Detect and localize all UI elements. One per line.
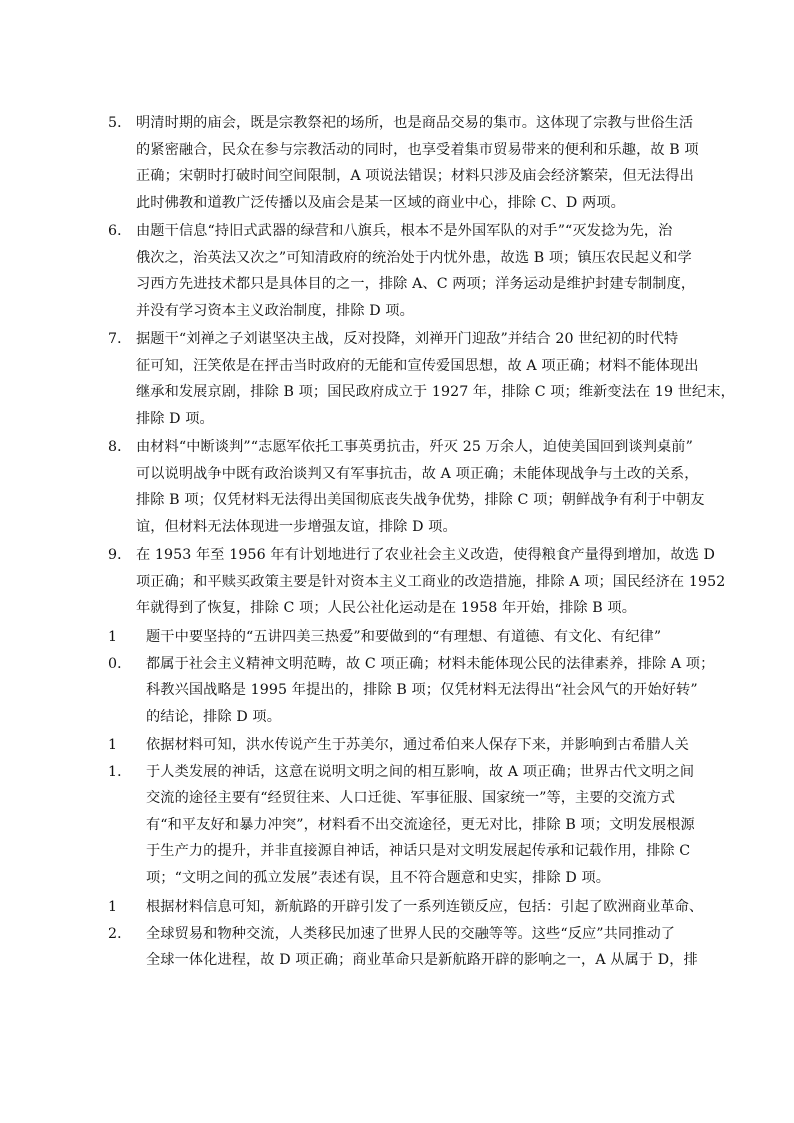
text-line: 排除 D 项。 [136, 410, 214, 427]
text-line: 排除 B 项；仅凭材料无法得出美国彻底丧失战争优势，排除 C 项；朝鲜战争有利于中朝友 [136, 492, 705, 508]
text-line: 于生产力的提升，并非直接源自神话，神话只是对文明发展起传承和记载作用，排除 C [146, 843, 691, 859]
answer-item-10 [108, 624, 715, 730]
answer-item-6 [108, 218, 696, 324]
text-line: 征可知，汪笑侬是在抨击当时政府的无能和宣传爱国思想，故 A 项正确；材料不能体现出 [136, 357, 699, 374]
answer-item-7 [108, 326, 735, 432]
text-line: 谊，但材料无法体现进一步增强友谊，排除 D 项。 [136, 518, 457, 535]
answer-item-5 [108, 110, 699, 216]
text-line: 交流的途径主要有“经贸往来、人口迁徙、军事征服、国家统一”等，主要的交流方式 [146, 790, 676, 806]
text-line: 根据材料信息可知，新航路的开辟引发了一系列连锁反应，包括：引起了欧洲商业革命、 [146, 899, 704, 915]
text-line: 继承和发展京剧，排除 B 项；国民政府成立于 1927 年，排除 C 项；维新变法在 19 世纪末， [136, 384, 735, 400]
answer-item-8 [108, 434, 705, 540]
text-line: 全球一体化进程，故 D 项正确；商业革命只是新航路开辟的影响之一，A 从属于 D，排 [146, 952, 698, 968]
text-line: 此时佛教和道教广泛传播以及庙会是某一区域的商业中心，排除 C、D 两项。 [136, 194, 625, 211]
text-line: 有“和平友好和暴力冲突”，材料看不出交流途径，更无对比，排除 B 项；文明发展根源 [146, 816, 695, 833]
text-line: 项；“文明之间的孤立发展”表述有误，且不符合题意和史实，排除 D 项。 [146, 869, 611, 886]
text-line: 科教兴国战略是 1995 年提出的，排除 B 项；仅凭材料无法得出“社会风气的开始好转” [146, 682, 698, 698]
text-line: 在 1953 年至 1956 年有计划地进行了农业社会主义改造，使得粮食产量得到增加，故选 D [136, 547, 716, 563]
text-line: 依据材料可知，洪水传说产生于苏美尔，通过希伯来人保存下来，并影响到古希腊人关 [146, 737, 689, 753]
text-line: 据题干“刘禅之子刘谌坚决主战，反对投降，刘禅开门迎敌”并结合 20 世纪初的时代特 [136, 331, 679, 347]
text-line: 明清时期的庙会，既是宗教祭祀的场所，也是商品交易的集市。这体现了宗教与世俗生活 [136, 115, 694, 131]
text-line: 全球贸易和物种交流，人类移民加速了世界人民的交融等等。这些“反应”共同推动了 [146, 925, 676, 942]
text-line: 于人类发展的神话，这意在说明文明之间的相互影响，故 A 项正确；世界古代文明之间 [146, 763, 695, 780]
answer-item-11 [108, 732, 695, 891]
text-line: 可以说明战争中既有政治谈判又有军事抗击，故 A 项正确；未能体现战争与土改的关系， [136, 465, 699, 482]
item-number: 6． [108, 223, 132, 239]
text-line: 由题干信息“持旧式武器的绿营和八旗兵，根本不是外国军队的对手”“灭发捻为先，治 [136, 223, 673, 239]
answer-item-12 [108, 894, 704, 974]
item-number: 5． [108, 115, 132, 131]
text-line: 都属于社会主义精神文明范畴，故 C 项正确；材料未能体现公民的法律素养，排除 A 项； [146, 655, 715, 672]
text-line: 习西方先进技术都只是具体目的之一，排除 A、C 两项；洋务运动是维护封建专制制度， [136, 276, 696, 292]
text-line: 的结论，排除 D 项。 [146, 708, 281, 725]
text-line: 题干中要坚持的“五讲四美三热爱”和要做到的“有理想、有道德、有文化、有纪律” [146, 629, 662, 645]
item-number: 9． [108, 547, 132, 563]
text-line: 的紧密融合，民众在参与宗教活动的同时，也享受着集市贸易带来的便利和乐趣，故 B 项 [136, 141, 699, 158]
item-number: 8． [108, 439, 132, 455]
text-line: 俄次之，治英法又次之”可知清政府的统治处于内忧外患，故选 B 项；镇压农民起义和学 [136, 249, 692, 266]
item-number: 10． [108, 629, 132, 672]
item-number: 7． [108, 331, 132, 347]
text-line: 正确；宋朝时打破时间空间限制，A 项说法错误；材料只涉及庙会经济繁荣，但无法得出 [136, 168, 694, 184]
answer-item-9 [108, 542, 726, 622]
text-line: 年就得到了恢复，排除 C 项；人民公社化运动是在 1958 年开始，排除 B 项。 [136, 600, 636, 616]
text-line: 由材料“中断谈判”“志愿军依托工事英勇抗击，歼灭 25 万余人，迫使美国回到谈判桌前” [136, 439, 693, 455]
item-number: 12． [108, 899, 132, 942]
item-number: 11． [108, 737, 132, 780]
text-line: 并没有学习资本主义政治制度，排除 D 项。 [136, 302, 414, 319]
text-line: 项正确；和平赎买政策主要是针对资本主义工商业的改造措施，排除 A 项；国民经济在 1952 [136, 573, 726, 590]
